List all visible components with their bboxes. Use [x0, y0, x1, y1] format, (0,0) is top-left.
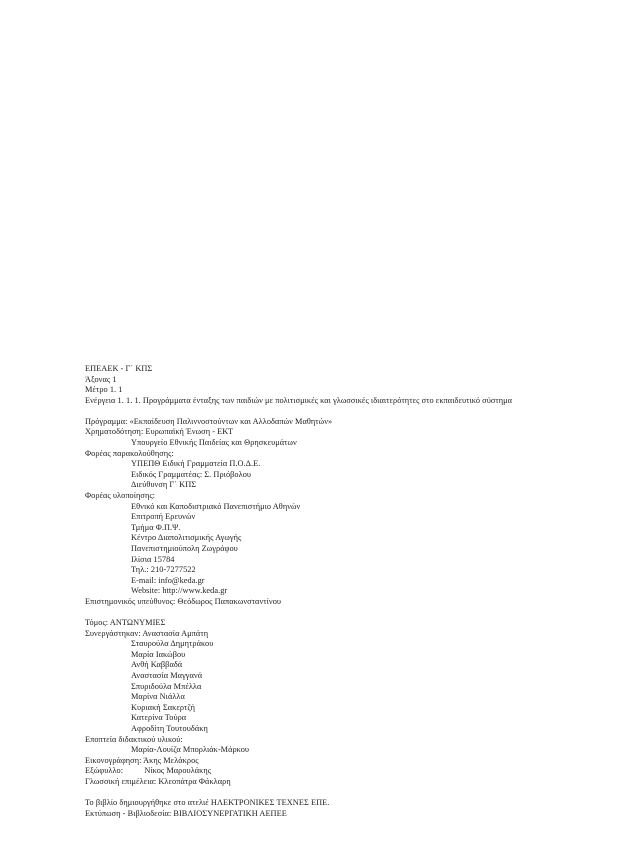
collaborator-3: Μαρία Ιακώβου — [131, 649, 186, 659]
spacer-2 — [85, 788, 555, 799]
collaborator-6: Σπυριδούλα Μπέλλα — [131, 681, 202, 691]
collaborator-9: Κατερίνα Τούρα — [131, 713, 187, 723]
credits-block — [85, 364, 555, 819]
implementing-body-5: Πανεπιστημιούπολη Ζωγράφου — [131, 543, 238, 553]
axis-line: Άξονας 1 — [85, 374, 117, 384]
action-line: Ενέργεια 1. 1. 1. Προγράμματα ένταξης των παιδιών με πολιτισμικές και γλωσσικές ιδιαιτερότητες στο εκπαιδευτικό σύστημα — [85, 395, 513, 405]
implementing-body-4: Κέντρο Διαπολιτισμικής Αγωγής — [131, 533, 242, 543]
phone-line: Τηλ.: 210-7277522 — [131, 565, 196, 575]
program-code: ΕΠΕΑΕΚ - Γ΄ ΚΠΣ — [85, 364, 153, 373]
implementing-body-6: Ιλίσια 15784 — [131, 554, 175, 564]
monitoring-body-1: ΥΠΕΠΘ Ειδική Γραμματεία Π.Ο.Δ.Ε. — [131, 459, 261, 469]
collaborator-2: Σταυρούλα Δημητράκου — [131, 639, 214, 649]
website-line: Website: http://www.keda.gr — [131, 586, 228, 596]
collaborator-7: Μαρίνα Νιάλλα — [131, 692, 185, 702]
monitoring-body-3: Διεύθυνση Γ΄ ΚΠΣ — [131, 480, 197, 490]
collaborators-line: Συνεργάστηκαν: Αναστασία Αμπάτη — [85, 628, 209, 638]
studio-line: Το βιβλίο δημιουργήθηκε στο ατελιέ ΗΛΕΚΤΡΟΝΙΚΕΣ ΤΕΧΝΕΣ ΕΠΕ. — [85, 798, 330, 808]
implementing-body-2: Επιτροπή Ερευνών — [131, 512, 196, 522]
supervision-label: Εποπτεία διδακτικού υλικού: — [85, 734, 183, 744]
email-line: E-mail: info@keda.gr — [131, 575, 205, 585]
printing-line: Εκτύπωση - Βιβλιοδεσία: ΒΙΒΛΙΟΣΥΝΕΡΓΑΤΙΚΗ ΑΕΠΕΕ — [85, 808, 287, 818]
collaborator-4: Ανθή Καββαδά — [131, 660, 183, 670]
volume-title: Τόμος: ΑΝΤΩΝΥΜΙΕΣ — [85, 618, 166, 628]
cover-line: Εξώφυλλο: Νίκος Μαρουλάκης — [85, 766, 212, 776]
monitoring-body-label: Φορέας παρακολούθησης: — [85, 448, 174, 458]
scientific-lead-line: Επιστημονικός υπεύθυνος: Θεόδωρος Παπακωνσταντίνου — [85, 596, 282, 606]
supervision-name: Μαρία-Λουίζα Μπορλιάκ-Μάρκου — [131, 745, 250, 755]
funding-line: Χρηματοδότηση: Ευρωπαϊκή Ένωση - ΕΚΤ — [85, 427, 234, 437]
proofreading-line: Γλωσσική επιμέλεια: Κλεοπάτρα Φάκλαρη — [85, 776, 231, 786]
measure-line: Μέτρο 1. 1 — [85, 385, 123, 395]
collaborator-8: Κυριακή Σακερτζή — [131, 702, 195, 712]
spacer — [85, 607, 555, 618]
implementing-body-label: Φορέας υλοποίησης: — [85, 490, 156, 500]
illustration-line: Εικονογράφηση: Άκης Μελάκρος — [85, 755, 199, 765]
collaborator-5: Αναστασία Μαγγανά — [131, 671, 203, 681]
collaborator-10: Αφροδίτη Τουτουδάκη — [131, 724, 208, 733]
implementing-body-1: Εθνικό και Καποδιστριακό Πανεπιστήμιο Αθηνών — [131, 501, 301, 511]
monitoring-body-2: Ειδικός Γραμματέας: Σ. Πριόβολου — [131, 469, 252, 479]
implementing-body-3: Τμήμα Φ.Π.Ψ. — [131, 522, 181, 532]
funding-line-2: Υπουργείο Εθνικής Παιδείας και Θρησκευμάτων — [131, 437, 297, 447]
program-line: Πρόγραμμα: «Εκπαίδευση Παλιννοστούντων και Αλλοδαπών Μαθητών» — [85, 416, 333, 426]
